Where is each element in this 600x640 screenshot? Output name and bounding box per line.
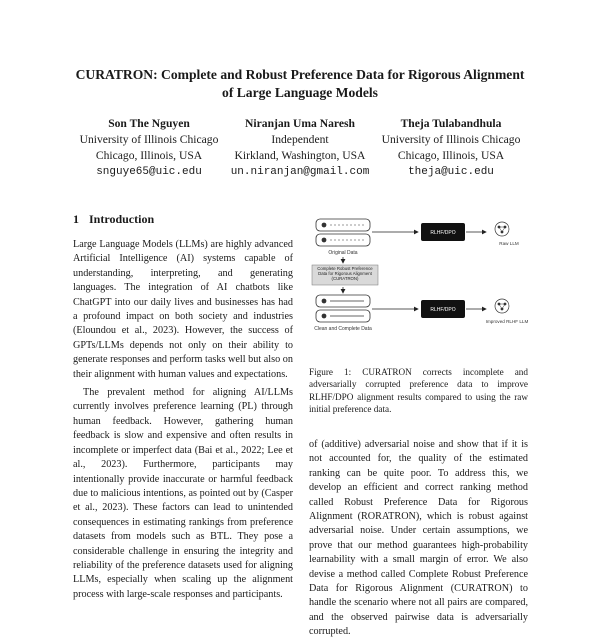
- clean-data-stack: [316, 295, 370, 322]
- curatron-box-label: Complete Robust Preference Data for Rigorous Alignment (CURATRON): [317, 265, 373, 282]
- figure-diagram: [306, 207, 532, 357]
- author-affiliation: University of Illinois Chicago: [79, 133, 219, 146]
- section-number: 1: [73, 212, 79, 226]
- section-title: Introduction: [89, 212, 155, 226]
- author-2: [215, 116, 385, 180]
- improved-llm-icon: [495, 299, 509, 313]
- author-location: Kirkland, Washington, USA: [234, 149, 366, 162]
- figure-caption: Figure 1: CURATRON corrects incomplete and adversarially corrupted preference data to improve RLHF/DPO alignment results compared to using the raw initial preference data.: [309, 367, 528, 415]
- author-3: [366, 116, 536, 180]
- paper-title: CURATRON: Complete and Robust Preference Data for Rigorous Alignment of Large Language Models: [75, 67, 525, 100]
- improved-llm-label: Improved RLHF LLM: [485, 319, 529, 324]
- intro-paragraph-2: The prevalent method for aligning AI/LLMs currently involves preference learning (PL) through human feedback. However, gathering human feedback is slow and expensive and often results in incomplete or imperfect data (Bai et al., 2022; Lee et al., 2023). Furthermore, participants may intentionally provide inaccurate or harmful feedback due to malicious intentions, as pointed out by (Casper et al., 2023). These factors can lead to unintended consequences in estimating rankings from preference datasets from models such as BTL. They pose a considerable challenge in ensuring the integrity and reliability of the preference datasets used for aligning LLMs, especially when scaling up the alignment process with large-scale responses and participants.: [73, 387, 293, 600]
- author-1: [64, 116, 234, 180]
- original-data-label: Original Data: [328, 250, 358, 256]
- rlhf-node-top-label: RLHF/DPO: [430, 230, 456, 236]
- author-location: Chicago, Illinois, USA: [95, 149, 203, 162]
- section-heading: [73, 212, 154, 227]
- clean-data-label: Clean and Complete Data: [314, 326, 372, 332]
- raw-llm-label: Raw LLM: [499, 241, 519, 246]
- figure-1: [306, 207, 532, 357]
- author-name: Son The Nguyen: [108, 117, 190, 130]
- author-affiliation: Independent: [271, 133, 329, 146]
- intro-paragraph-1: Large Language Models (LLMs) are highly advanced Artificial Intelligence (AI) systems capable of understanding, interpreting, and generating languages. The integration of AI chatbots like ChatGPT into our daily lives and businesses has had a profound impact on both society and industries (Eloundou et al., 2023). However, the success of GPTs/LLMs depends not only on their ability to generate responses and perform tasks well but also on their alignment with human values and expectations.: [73, 239, 293, 380]
- author-email[interactable]: snguye65@uic.edu: [96, 166, 202, 178]
- author-location: Chicago, Illinois, USA: [397, 149, 505, 162]
- author-email[interactable]: un.niranjan@gmail.com: [230, 166, 370, 178]
- author-name: Theja Tulabandhula: [400, 117, 502, 130]
- original-data-stack: [316, 219, 370, 246]
- author-email[interactable]: theja@uic.edu: [408, 166, 494, 178]
- left-column: [73, 238, 293, 602]
- author-affiliation: University of Illinois Chicago: [381, 133, 521, 146]
- right-paragraph: of (additive) adversarial noise and show that if it is not accounted for, the quality of the estimated ranking can be quite poor. To address this, we develop an efficient and correct ranking method called Robust Preference Data for Rigorous Alignment (RORATRON), which is robust against adversarial noise. Under certain assumptions, we prove that our method guarantees high-probability learnability with a small margin of error. We also devise a method called Complete Robust Preference Data for Rigorous Alignment (CURATRON) to handle the scenario where not all pairs are compared, and the observed pairwise data is adversarially corrupted.: [309, 439, 528, 638]
- author-name: Niranjan Uma Naresh: [245, 117, 355, 130]
- rlhf-node-bottom-label: RLHF/DPO: [430, 307, 456, 313]
- raw-llm-icon: [495, 222, 509, 236]
- right-column: [309, 438, 528, 640]
